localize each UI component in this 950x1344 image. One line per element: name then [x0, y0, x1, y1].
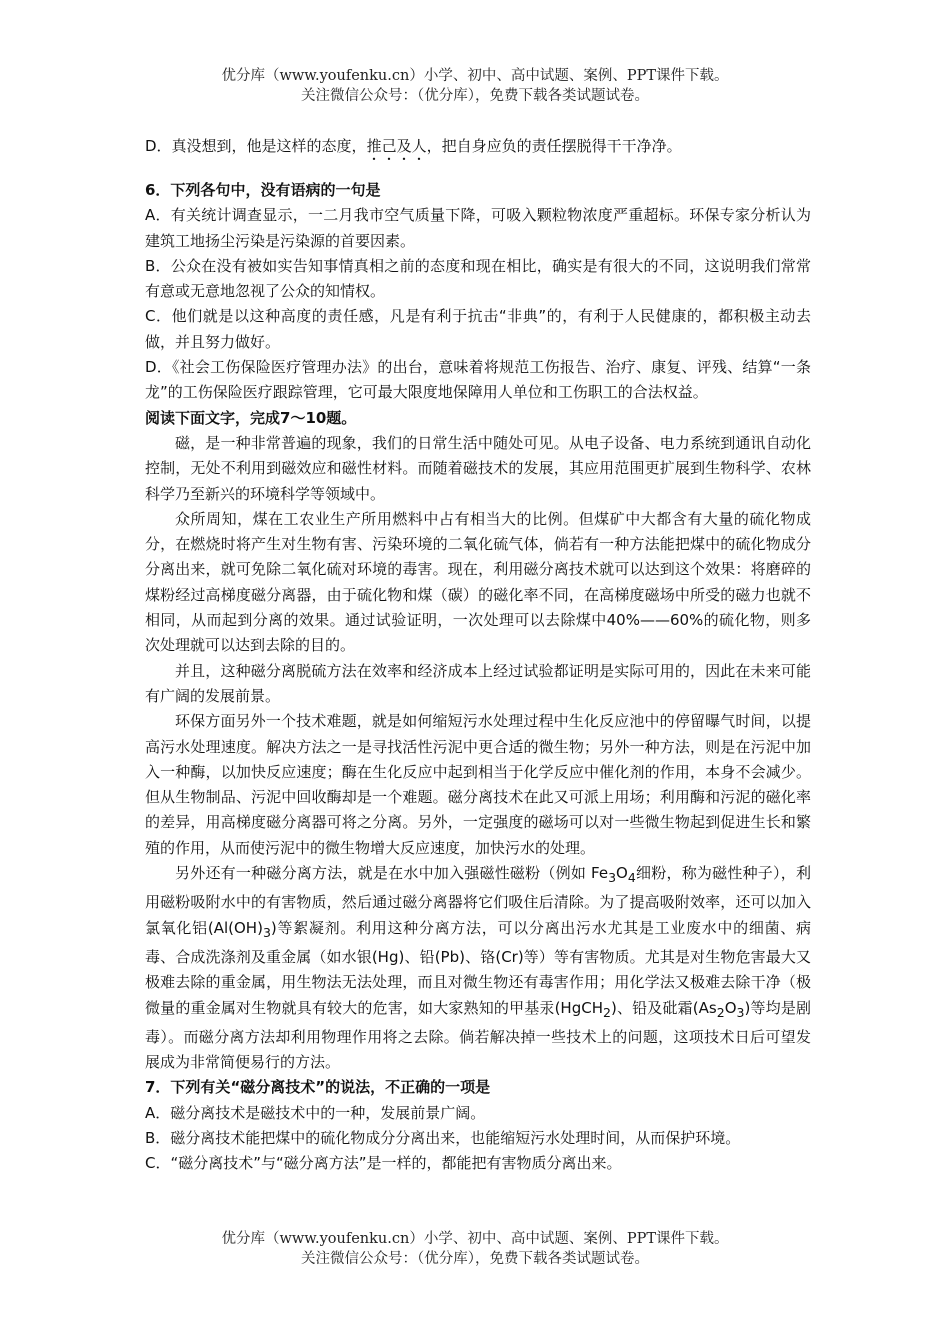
q6-option-d: D．《社会工伤保险医疗管理办法》的出台，意味着将规范工伤报告、治疗、康复、评残、结算“一条龙”的工伤保险医疗跟踪管理，它可最大限度地保障用人单位和工伤职工的合法权益。: [145, 358, 811, 402]
q7-option-b: B．磁分离技术能把煤中的硫化物成分分离出来，也能缩短污水处理时间，从而保护环境。: [145, 1128, 741, 1147]
passage-paragraph-2: 众所周知，煤在工农业生产所用燃料中占有相当大的比例。但煤矿中大都含有大量的硫化物成分，在燃烧时将产生对生物有害、污染环境的二氧化硫气体，倘若有一种方法能把煤中的硫化物成分分离出来，就可免除二氧化硫对环境的毒害。现在，利用磁分离技术就可以达到这个效果：将磨碎的煤粉经过高梯度磁分离器，由于硫化物和煤（碳）的磁化率不同，在高梯度磁场中所受的磁力也就不相同，从而起到分离的效果。通过试验证明，一次处理可以去除煤中40%——60%的硫化物，则多次处理就可以达到去除的目的。: [145, 509, 811, 655]
q5-option-d: D．真没想到，他是这样的态度，推己及人，把自身应负的责任摆脱得干干净净。: [145, 137, 682, 155]
page-footer: [0, 1229, 950, 1269]
passage-paragraph-4: 环保方面另外一个技术难题，就是如何缩短污水处理过程中生化反应池中的停留曝气时间，以提高污水处理速度。解决方法之一是寻找活性污泥中更合适的微生物；另外一种方法，则是在污泥中加入一种酶，以加快反应速度；酶在生化反应中起到相当于化学反应中催化剂的作用，本身不会减少。但从生物制品、污泥中回收酶却是一个难题。磁分离技术在此又可派上用场；利用酶和污泥的磁化率的差异，用高梯度磁分离器可将之分离。另外，一定强度的磁场可以对一些微生物起到促进生长和繁殖的作用，从而使污泥中的微生物增大反应速度，加快污水的处理。: [145, 712, 811, 857]
footer-line-2: 关注微信公众号：（优分库），免费下载各类试题试卷。: [301, 1251, 649, 1267]
q6-option-c: C．他们就是以这种高度的责任感，凡是有利于抗击“非典”的，有利于人民健康的，都积极主动去做，并且努力做好。: [145, 307, 811, 351]
q6-option-b: B．公众在没有被如实告知事情真相之前的态度和现在相比，确实是有很大的不同，这说明我们常常有意或无意地忽视了公众的知情权。: [145, 256, 811, 301]
page-header: [0, 66, 950, 106]
header-line-2: 关注微信公众号：（优分库），免费下载各类试题试卷。: [301, 88, 649, 104]
q7-option-a: A．磁分离技术是磁技术中的一种，发展前景广阔。: [145, 1103, 486, 1122]
q6-stem: 6．下列各句中，没有语病的一句是: [145, 181, 381, 199]
passage-instruction: 阅读下面文字，完成7～10题。: [145, 408, 357, 427]
document-body: [145, 134, 811, 1177]
q7-stem: 7．下列有关“磁分离技术”的说法，不正确的一项是: [145, 1078, 491, 1097]
q7-option-c: C．“磁分离技术”与“磁分离方法”是一样的，都能把有害物质分离出来。: [145, 1154, 622, 1173]
passage-paragraph-5: 另外还有一种磁分离方法，就是在水中加入强磁性磁粉（例如 $Fe_3O_4$细粉，称为磁性种子），利用磁粉吸附水中的有害物质，然后通过磁分离器将它们吸住后清除。为了提高吸附效率，还可以加入氯氧化铝$(Al(OH)_3)$等絮凝剂。利用这种分离方法，可以分离出污水尤其是工业废水中的细菌、病毒、合成洗涤剂及重金属（如水银(Hg)、铅(Pb)、铬(Cr)等）等有害物质。尤其是对生物危害最大又极难去除的重金属，用生物法无法处理，而且对微生物还有毒害作用；用化学法又极难去除干净（极微量的重金属对生物就具有较大的危害，如大家熟知的甲基汞(HgCH$_2$)、铅及砒霜$(As_2O_3)$等均是剧毒）。而磁分离方法却利用物理作用将之去除。倘若解决掉一些技术上的问题，这项技术日后可望发展成为非常简便易行的方法。: [145, 864, 812, 1072]
passage-paragraph-3: 并且，这种磁分离脱硫方法在效率和经济成本上经过试验都证明是实际可用的，因此在未来可能有广阔的发展前景。: [145, 661, 811, 705]
passage-paragraph-1: 磁，是一种非常普遍的现象，我们的日常生活中随处可见。从电子设备、电力系统到通讯自动化控制，无处不利用到磁效应和磁性材料。而随着磁技术的发展，其应用范围更扩展到生物科学、农林科学乃至新兴的环境科学等领域中。: [145, 433, 811, 503]
q6-option-a: A．有关统计调查显示，一二月我市空气质量下降，可吸入颗粒物浓度严重超标。环保专家分析认为建筑工地扬尘污染是污染源的首要因素。: [145, 206, 811, 250]
header-line-1: 优分库（www.youfenku.cn）小学、初中、高中试题、案例、PPT课件下载。: [221, 68, 729, 84]
footer-line-1: 优分库（www.youfenku.cn）小学、初中、高中试题、案例、PPT课件下载。: [221, 1231, 729, 1247]
emphasized-idiom: 推己及人: [366, 137, 427, 155]
